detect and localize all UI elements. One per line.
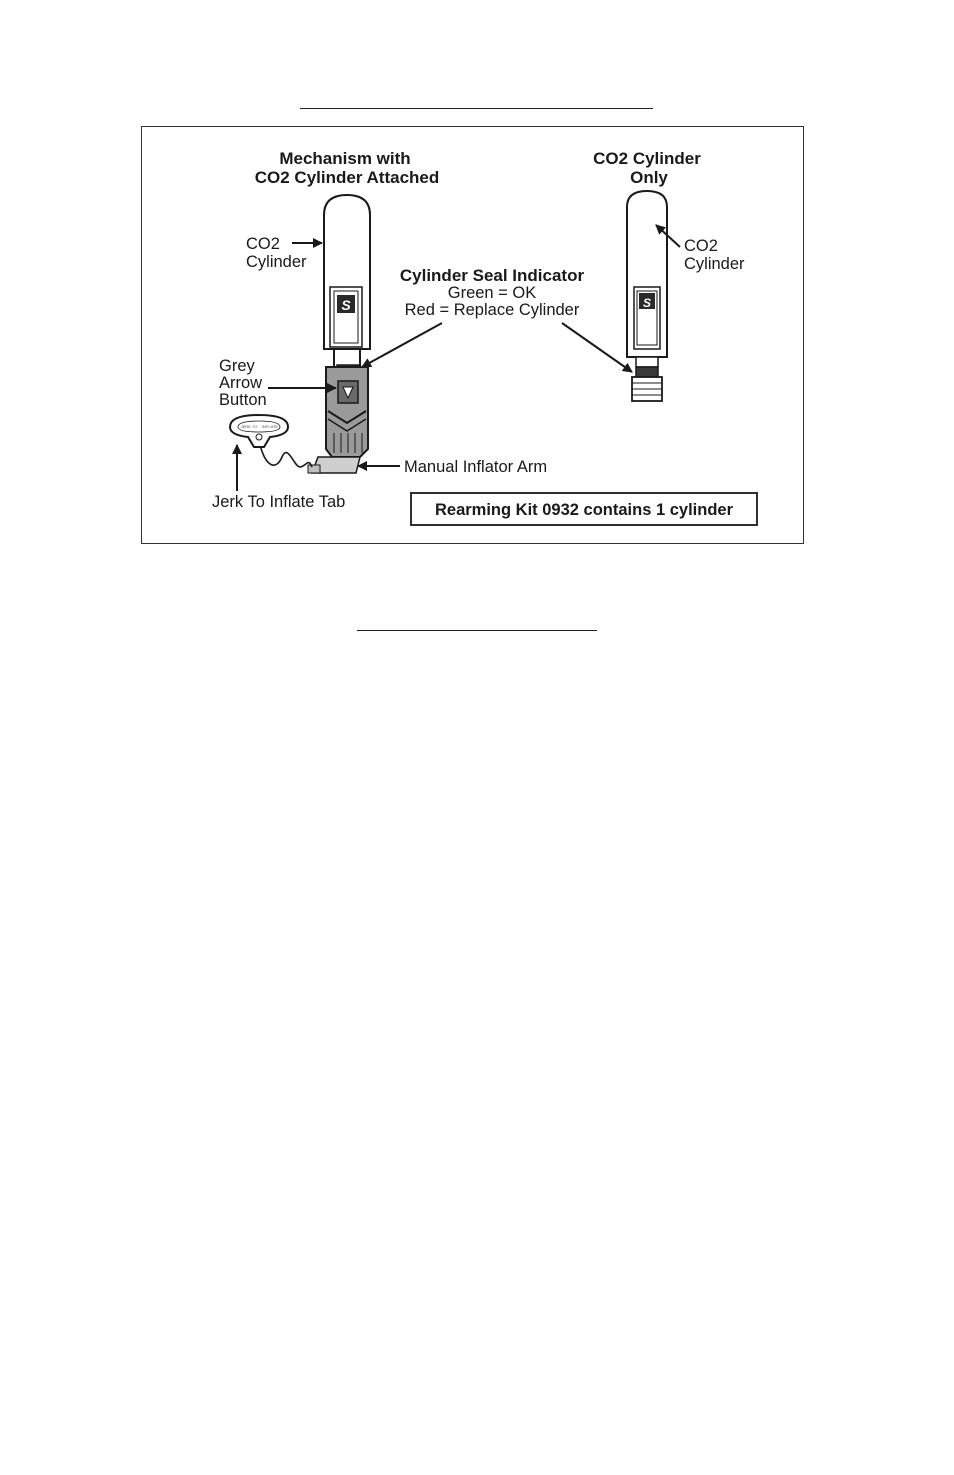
grey-button-label-line3: Button [219, 391, 267, 409]
right-cylinder-logo-letter: S [642, 296, 652, 310]
rearming-diagram [141, 126, 804, 544]
right-co2-cylinder [627, 191, 667, 401]
manual-arm-label: Manual Inflator Arm [404, 458, 548, 476]
seal-indicator-arrow-right [562, 323, 632, 372]
grey-button-label-line2: Arrow [219, 374, 263, 392]
cylinder-logo-letter: S [341, 297, 351, 313]
left-co2-cylinder [324, 195, 370, 367]
right-cylinder-label-line2: Cylinder [684, 255, 745, 273]
right-title-line2: Only [630, 168, 668, 187]
tab-inscription-right: INFLATE [261, 424, 279, 429]
left-cylinder-label-line2: Cylinder [246, 253, 307, 271]
seal-indicator-red: Red = Replace Cylinder [404, 301, 580, 319]
tab-inscription-left: JERK TO [240, 424, 258, 429]
seal-indicator-title: Cylinder Seal Indicator [399, 266, 585, 285]
left-title-line2: CO2 Cylinder Attached [254, 168, 440, 187]
right-seal-indicator-window [636, 367, 658, 377]
lanyard-cord [260, 445, 312, 467]
inflator-mechanism [308, 365, 368, 473]
jerk-to-inflate-tab [230, 415, 288, 447]
left-title-line1: Mechanism with [279, 149, 411, 168]
diagram-canvas [142, 127, 805, 545]
kit-note-text: Rearming Kit 0932 contains 1 cylinder [434, 501, 734, 519]
jerk-tab-label: Jerk To Inflate Tab [212, 493, 346, 511]
seal-indicator-green: Green = OK [447, 284, 537, 302]
seal-indicator-arrow-left [362, 323, 442, 367]
grey-button-label-line1: Grey [219, 357, 255, 375]
header-rule [300, 108, 653, 109]
footer-rule [357, 630, 597, 631]
right-cylinder-label-line1: CO2 [684, 237, 718, 255]
right-title-line1: CO2 Cylinder [593, 149, 701, 168]
left-cylinder-label-line1: CO2 [246, 235, 280, 253]
